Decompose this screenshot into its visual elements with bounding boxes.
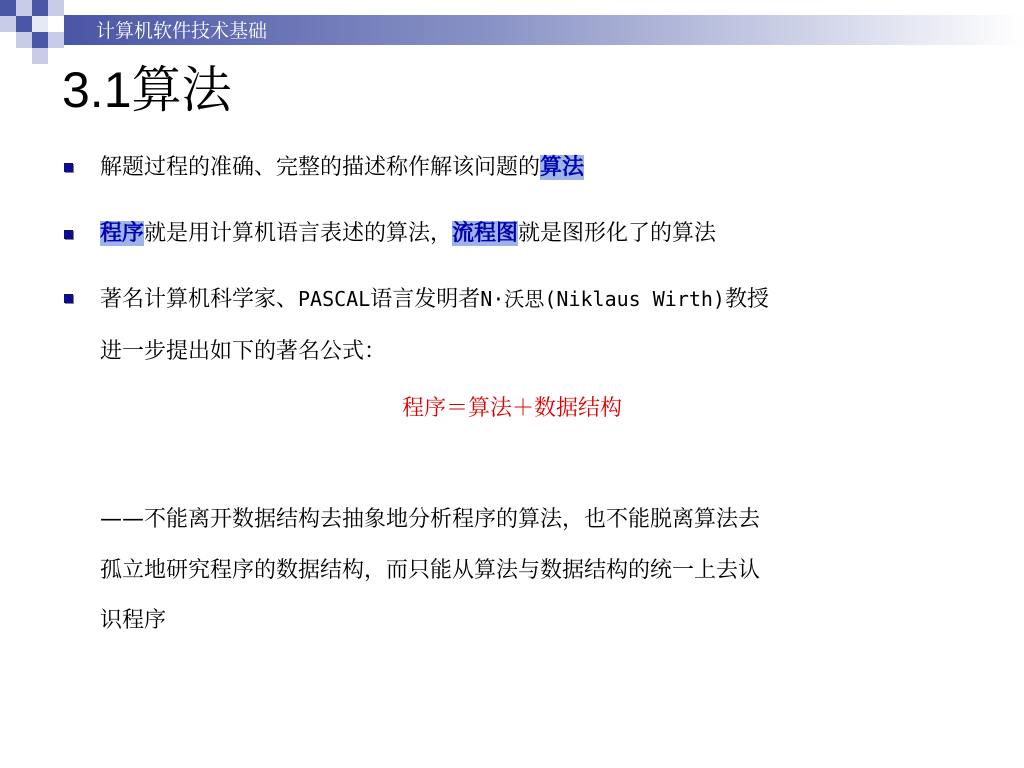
quote-line-3: 识程序 [100, 608, 167, 633]
deco-square [0, 16, 16, 32]
formula: 程序＝算法＋数据结构 [401, 396, 622, 421]
deco-square [48, 32, 64, 48]
bullet-3-line-1 [100, 283, 769, 316]
deco-square [32, 32, 48, 48]
slide-title: 3.1算法 [62, 62, 232, 118]
deco-square [32, 0, 48, 16]
quote-line-1: ——不能离开数据结构去抽象地分析程序的算法，也不能脱离算法去 [100, 507, 761, 532]
bullet-1-text: 解题过程的准确、完整的描述称作解该问题的 [100, 155, 541, 180]
bullet-2-keyword-1: 程序 [100, 221, 145, 246]
bullet-marker [64, 230, 73, 239]
bullet-marker [64, 163, 73, 172]
bullet-3-text-b: PASCAL [298, 287, 371, 311]
bullet-1-keyword: 算法 [540, 155, 585, 180]
deco-square [16, 16, 32, 32]
quote-line-2: 孤立地研究程序的数据结构，而只能从算法与数据结构的统一上去认 [100, 558, 761, 583]
bullet-3-text-d: N·沃思(Niklaus Wirth) [480, 287, 725, 311]
bullet-3-text-c: 语言发明者 [370, 287, 481, 312]
bullet-2-keyword-2: 流程图 [452, 221, 519, 246]
deco-square [32, 48, 48, 64]
deco-square [0, 0, 16, 16]
deco-square [16, 0, 32, 16]
bullet-2-text-2: 就是图形化了的算法 [518, 221, 717, 246]
deco-square [16, 32, 32, 48]
bullet-3-text-e: 教授 [724, 287, 769, 312]
bullet-3-line-2: 进一步提出如下的著名公式： [100, 339, 387, 364]
bullet-1 [100, 152, 584, 184]
bullet-2 [100, 218, 716, 250]
deco-square [48, 0, 64, 16]
header-title: 计算机软件技术基础 [96, 20, 268, 42]
bullet-3-text-a: 著名计算机科学家、 [100, 287, 299, 312]
deco-square [32, 16, 48, 32]
bullet-2-text-1: 就是用计算机语言表述的算法， [144, 221, 453, 246]
bullet-marker [64, 294, 73, 303]
